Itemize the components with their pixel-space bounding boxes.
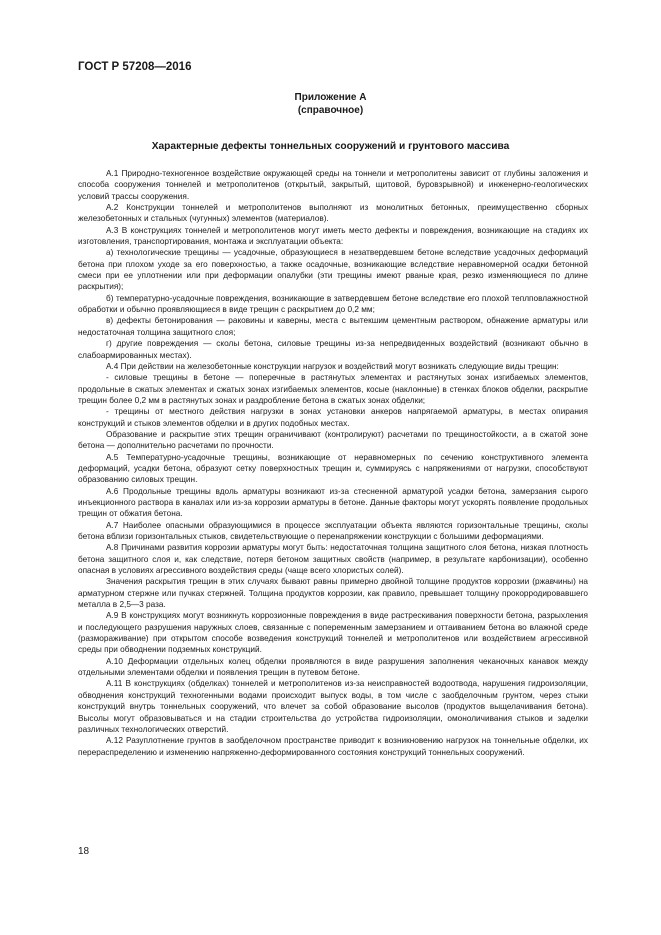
appendix-title: Характерные дефекты тоннельных сооружений и грунтового массива (151, 141, 510, 152)
paragraph-a3: А.3 В конструкциях тоннелей и метрополитенов могут иметь место дефекты и повреждения, возникающие на стадиях их изготовления, транспортирования, монтажа и эксплуатации объекта: (78, 225, 588, 247)
appendix-label: Приложение А (294, 92, 367, 103)
paragraph-a4-item1: - силовые трещины в бетоне — поперечные в растянутых элементах и растянутых зонах изгибаемых элементов, продольные в сжатых элементах и сжатых зонах изгибаемых элементов, косые (наклонные) в стенках блоков обделки, раскрытие трещин более 0,2 мм в растянутых зонах и раздробление бетона в сжатых зонах обделки; (78, 373, 588, 405)
paragraph-a7: А.7 Наиболее опасными образующимися в процессе эксплуатации объекта являются горизонтальные трещины, сколы бетона вблизи горизонтальных стыков, свидетельствующие о перенапряжении конструкции с большими деформациями. (78, 520, 588, 541)
paragraph-a3-g: г) другие повреждения — сколы бетона, силовые трещины из-за непредвиденных воздействий (возникают обычно в слабоармированных местах). (78, 339, 588, 360)
paragraph-a3-v: в) дефекты бетонирования — раковины и каверны, места с вытекшим цементным раствором, обнажение арматуры или недостаточная толщина защитного слоя; (78, 316, 588, 337)
paragraph-a8: А.8 Причинами развития коррозии арматуры могут быть: недостаточная толщина защитного слоя бетона, низкая плотность бетона защитного слоя и, как следствие, потеря бетоном защитных свойств (например, в результате карбонизации), особенно опасная в условиях агрессивного воздействия среды (чаще всего хлористых солей). (78, 543, 588, 576)
appendix-heading (78, 91, 583, 117)
paragraph-a4-item2: - трещины от местного действия нагрузки в зонах установки анкеров напрягаемой арматуры, в местах опирания конструкций и стыков элементов обделки и в других подобных местах. (78, 407, 588, 428)
paragraph-a10: А.10 Деформации отдельных колец обделки проявляются в виде разрушения заполнения чеканочных канавок между отдельными элементами обделки и появления трещин в путевом бетоне. (78, 656, 588, 678)
page-number: 18 (78, 846, 90, 857)
body-text (78, 168, 588, 758)
paragraph-a11: А.11 В конструкциях (обделках) тоннелей и метрополитенов из-за неисправностей водоотвода, нарушения гидроизоляции, обводнения конструкций техногенными водами происходит выпуск воды, в том числе с заобделочным грунтом, через стыки конструкций внутрь тоннельных сооружений, что влечет за собой образование высолов (продуктов выщелачивания бетона). Высолы могут образовываться и на стадии строительства до устройства гидроизоляции, омоноличивания стыков и заделки различных технологических отверстий. (78, 679, 588, 734)
paragraph-a12: А.12 Разуплотнение грунтов в заобделочном пространстве приводит к возникновению нагрузок на тоннельные обделки, их перераспределению и изменению напряженно-деформированного состояния конструкций тоннельных сооружений. (78, 736, 588, 757)
paragraph-a4-note: Образование и раскрытие этих трещин ограничивают (контролируют) расчетами по трещиностойкости, а в сжатой зоне бетона — дополнительно расчетами по прочности. (78, 429, 588, 451)
paragraph-a6: А.6 Продольные трещины вдоль арматуры возникают из-за стесненной арматурой усадки бетона, замерзания сырого инъекционного раствора в каналах или из-за коррозии арматуры в бетоне. Данные факторы могут ускорять появление продольных трещин от обжатия бетона. (78, 486, 588, 519)
standard-header: ГОСТ Р 57208—2016 (78, 61, 192, 73)
paragraph-a3-b: б) температурно-усадочные повреждения, возникающие в затвердевшем бетоне вследствие его плохой теплповлажностной обработки и обычно проявляющиеся в виде трещин с раскрытием до 0,2 мм; (78, 293, 588, 315)
paragraph-a1: А.1 Природно-техногенное воздействие окружающей среды на тоннели и метрополитены зависит от глубины заложения и способа сооружения тоннелей и метрополитенов (открытый, закрытый, щитовой, буровзрывной) и инженерно-геологических условий трассы сооружения. (78, 169, 588, 201)
paragraph-a3-a: а) технологические трещины — усадочные, образующиеся в незатвердевшем бетоне вследствие усадочных деформаций бетона при плохом уходе за его поверхностью, а также осадочные, возникающие вследствие неравномерной осадки бетонной смеси при ее уплотнении или при деформации опалубки (эти трещины имеют рваные края, резко изменяющиеся по длине раскрытия); (78, 248, 588, 292)
paragraph-a5: А.5 Температурно-усадочные трещины, возникающие от неравномерных по сечению конструктивного элемента деформаций, усадки бетона, образуют сетку поверхностных трещин и, суммируясь с напряжениями от нагрузки, способствуют образованию силовых трещин. (78, 452, 588, 485)
paragraph-a2: А.2 Конструкции тоннелей и метрополитенов выполняют из монолитных бетонных, преимущественно сборных железобетонных и стальных (чугунных) элементов (материалов). (78, 203, 588, 224)
paragraph-a4: А.4 При действии на железобетонные конструкции нагрузок и воздействий могут возникать следующие виды трещин: (106, 361, 559, 371)
paragraph-a9: А.9 В конструкциях могут возникнуть коррозионные повреждения в виде растрескивания поверхности бетона, разрыхления и последующего разрушения наружных слоев, связанные с попеременным замерзанием и оттаиванием бетона во влажной среде (размораживание) при открытом способе возведения конструкций тоннелей и метрополитенов или воздействием агрессивной среды при обводнении подземных конструкций. (78, 611, 588, 655)
appendix-note: (справочное) (297, 105, 364, 116)
paragraph-a8-note: Значения раскрытия трещин в этих случаях бывают равны примерно двойной толщине продуктов коррозии (ржавчины) на арматурном стержне или пучках стержней. Толщина продуктов коррозии, как правило, превышает толщину прокорродировавшего металла в 2,5—3 раза. (78, 577, 588, 610)
